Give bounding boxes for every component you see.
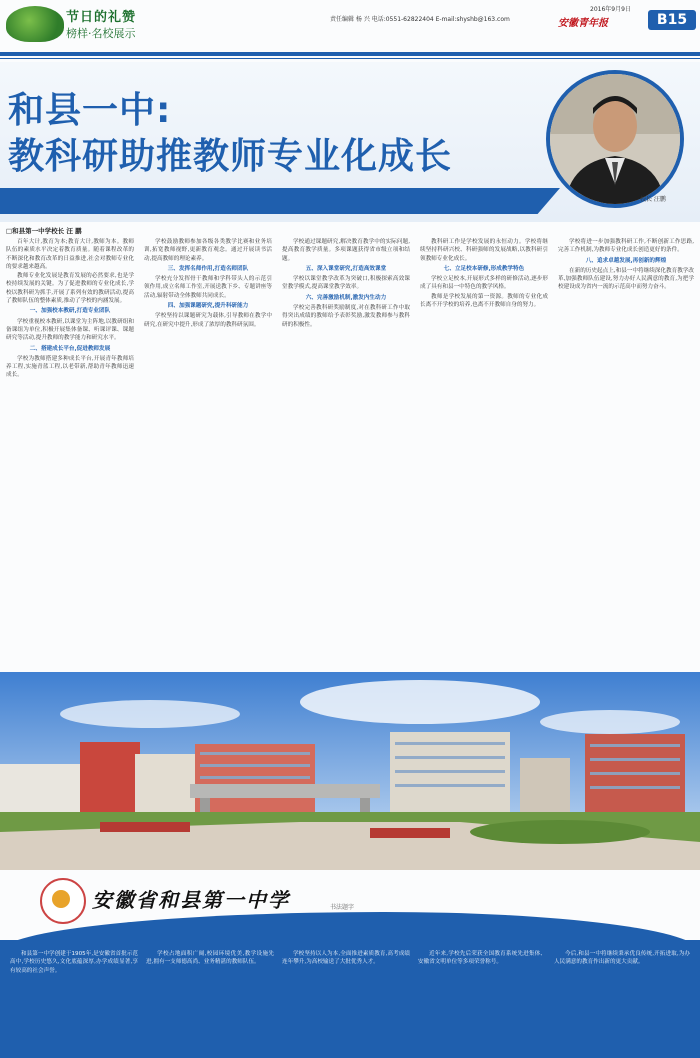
section-heading: 六、完善激励机制,激发内生动力 — [305, 294, 387, 301]
page-number: B15 — [648, 10, 696, 30]
paragraph: 学校占地面积广阔,校园环境优美,教学设施先进,拥有一支师德高尚、业务精湛的教师队伍。 — [146, 951, 274, 966]
editor-info: 责任编辑 杨 兴 电话:0551-62822404 E-mail:shyshb@163.com — [330, 16, 510, 23]
intro-column-2 — [146, 950, 274, 1052]
intro-column-4 — [418, 950, 546, 1052]
paragraph: 学校通过课题研究,解决教育教学中的实际问题,提高教育教学质量。多项课题获得省市级立项和结题。 — [282, 239, 410, 262]
paragraph: 今后,和县一中将继续秉承优良传统,开拓进取,为办人民满意的教育作出新的更大贡献。 — [554, 951, 690, 966]
paragraph: 学校坚持以课题研究为载体,引导教师在教学中研究,在研究中提升,形成了浓厚的教科研氛围。 — [144, 313, 272, 328]
school-emblem-icon — [52, 890, 70, 908]
portrait-image — [550, 74, 680, 204]
section-heading: 二、搭建成长平台,促进教师发展 — [29, 345, 111, 352]
column-name: 节日的礼赞 — [66, 10, 137, 25]
paper-name: 安徽青年报 — [558, 18, 608, 29]
issue-date: 2016年9月9日 — [590, 6, 631, 13]
paragraph: 在新的历史起点上,和县一中将继续深化教育教学改革,加强教师队伍建设,努力办好人民满意的教育,为把学校建设成为省内一流的示范高中而努力奋斗。 — [558, 267, 694, 291]
paragraph: 教师专业化发展是教育发展的必然要求,也是学校持续发展的关键。为了促进教师的专业化成长,学校以教科研为抓手,开展了系列有效的教研活动,提高了教师队伍的整体素质,推动了学校的内涵发展。 — [6, 273, 134, 305]
header-rule — [0, 52, 700, 56]
paragraph: 学校坚持以人为本,全面推进素质教育,高考成绩连年攀升,为高校输送了大批优秀人才。 — [282, 951, 410, 966]
article-byline: □和县第一中学校长 汪 鹏 — [6, 227, 82, 235]
title-underline-band — [0, 188, 560, 214]
paragraph: 教师是学校发展的第一资源。教师的专业化成长离不开学校的培养,也离不开教师自身的努力。 — [420, 293, 548, 309]
calligraphy-signature: 书法题字 — [330, 904, 355, 911]
paragraph: 学校立足校本,开展形式多样的研修活动,逐步形成了具有和县一中特色的教学风格。 — [420, 276, 548, 291]
paragraph: 百年大计,教育为本;教育大计,教师为本。教师队伍的素质水平决定着教育质量。随着课程改革的不断深化和教育改革的日益推进,社会对教师专业化的要求越来越高。 — [6, 239, 134, 270]
headline-line2: 教科研助推教师专业化成长 — [8, 136, 453, 177]
principal-portrait — [546, 70, 684, 208]
article-column-4 — [420, 238, 548, 658]
campus-illustration — [0, 672, 700, 870]
article-column-3 — [282, 238, 410, 658]
section-heading: 五、深入课堂研究,打造高效课堂 — [305, 265, 387, 272]
paragraph: 学校重视校本教研,以课堂为主阵地,以教研组和备课组为单位,积极开展集体备课、听课评课、课题研究等活动,提升教师的教学能力和研究水平。 — [6, 318, 134, 342]
subcolumn-name: 榜样·名校展示 — [66, 27, 136, 40]
article-column-5 — [558, 238, 694, 658]
paragraph: 学校以课堂教学改革为突破口,积极探索高效课堂教学模式,提高课堂教学效率。 — [282, 276, 410, 291]
headline-line1: 和县一中: — [8, 90, 172, 131]
school-name-calligraphy: 安徽省和县第一中学 — [92, 888, 290, 912]
header-rule-thin — [0, 58, 700, 59]
section-heading: 三、发挥名师作用,打造名师团队 — [167, 265, 249, 272]
section-heading: 一、加强校本教研,打造专业团队 — [29, 308, 111, 315]
section-heading: 八、追求卓越发展,再创新的辉煌 — [585, 257, 667, 264]
article-column-2 — [144, 238, 272, 658]
paragraph: 教科研工作是学校发展的永恒动力。学校将继续坚持科研兴校、科研强师的发展战略,以教科研引领教师专业化成长。 — [420, 239, 548, 262]
paragraph: 学校为教师搭建多种成长平台,开展青年教师培养工程,实施青蓝工程,以老带新,帮助青年教师迅速成长。 — [6, 355, 134, 379]
section-heading: 四、加强课题研究,提升科研能力 — [167, 303, 249, 310]
intro-column-5 — [554, 950, 690, 1052]
section-heading: 七、立足校本研修,形成教学特色 — [443, 265, 525, 272]
intro-column-3 — [282, 950, 410, 1052]
campus-photo — [0, 672, 700, 870]
paragraph: 学校将进一步加强教科研工作,不断创新工作思路,完善工作机制,为教师专业化成长创造更好的条件。 — [558, 239, 694, 254]
column-logo-icon — [6, 6, 64, 42]
paragraph: 学校完善教科研奖励制度,对在教科研工作中取得突出成绩的教师给予表彰奖励,激发教师参与教科研的积极性。 — [282, 305, 410, 328]
article-column-1 — [6, 238, 134, 658]
portrait-caption: 校长 汪鹏 — [640, 196, 666, 203]
paragraph: 学校鼓励教师参加各级各类教学比赛和业务培训,拓宽教师视野,更新教育观念。通过开展读书活动,提高教师的理论素养。 — [144, 239, 272, 262]
paragraph: 学校充分发挥骨干教师和学科带头人的示范引领作用,成立名师工作室,开展送教下乡、专题讲座等活动,辐射带动全体教师共同成长。 — [144, 276, 272, 299]
paragraph: 近年来,学校先后荣获全国教育系统先进集体、安徽省文明单位等多项荣誉称号。 — [418, 951, 546, 966]
intro-column-1 — [10, 950, 138, 1052]
paragraph: 和县第一中学创建于1905年,是安徽省首批示范高中,学校历史悠久,文化底蕴深厚,办学成绩显著,享有较高的社会声誉。 — [10, 951, 138, 974]
